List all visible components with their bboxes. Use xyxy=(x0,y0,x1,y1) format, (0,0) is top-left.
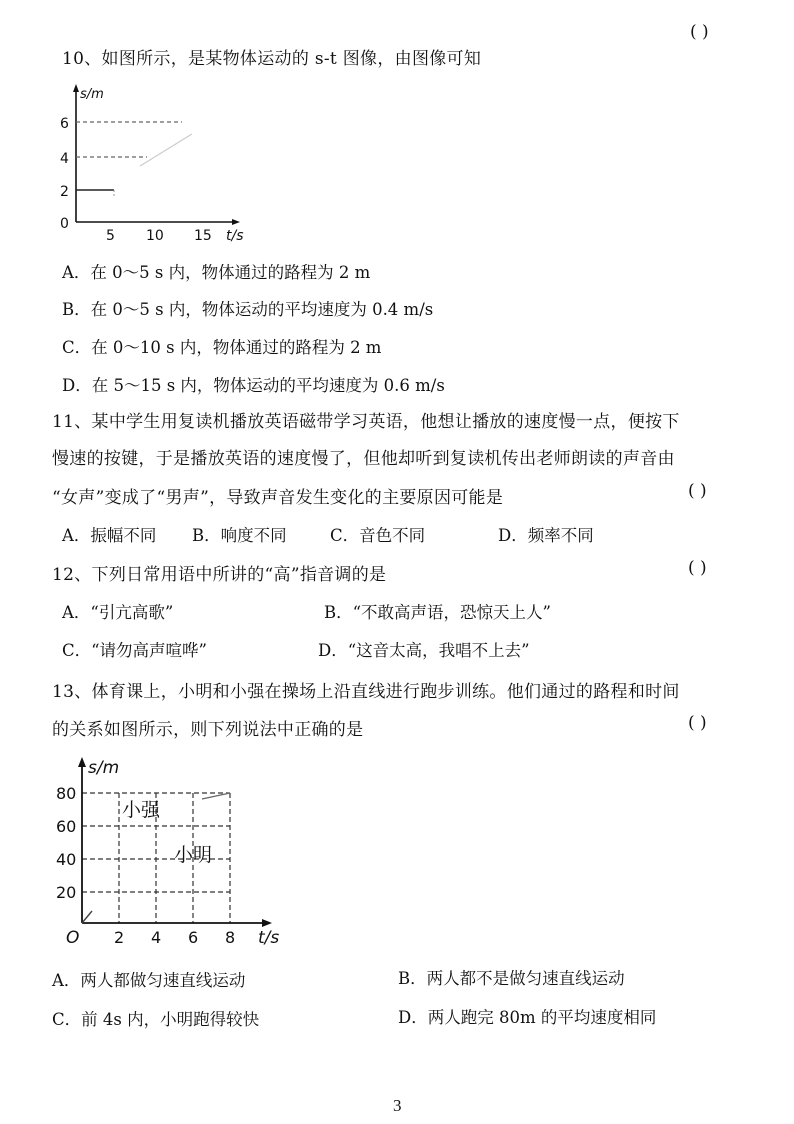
q12-answer-bracket: ( ) xyxy=(688,558,707,578)
q10-stem: 10、如图所示，是某物体运动的 s-t 图像，由图像可知 xyxy=(62,49,482,69)
q10-ytick-2: 2 xyxy=(60,184,69,200)
q13-xtick-8: 8 xyxy=(225,928,236,947)
q10-segment-faint xyxy=(140,134,192,166)
q13-answer-bracket: ( ) xyxy=(688,713,707,733)
q10-option-c: C．在 0～10 s 内，物体通过的路程为 2 m xyxy=(62,338,382,357)
q13-line-end xyxy=(202,793,230,799)
q13-option-c: C．前 4s 内，小明跑得较快 xyxy=(52,1010,260,1029)
q10-ytick-0: 0 xyxy=(60,216,69,232)
q12-option-c: C．“请勿高声喧哗” xyxy=(62,641,207,660)
q10-xtick-10: 10 xyxy=(146,228,164,242)
q11-option-c: C．音色不同 xyxy=(330,526,426,545)
q13-x-arrow xyxy=(262,919,272,927)
q11-option-b: B．响度不同 xyxy=(192,526,287,545)
q13-origin-label: O xyxy=(66,928,80,948)
q13-y-label: s/m xyxy=(88,758,120,778)
q10-xtick-15: 15 xyxy=(194,228,212,242)
page-number: 3 xyxy=(393,1096,402,1115)
q12-option-a: A．“引亢高歌” xyxy=(62,603,174,622)
q13-line2: 的关系如图所示，则下列说法中正确的是 xyxy=(52,720,364,740)
q10-option-b: B．在 0～5 s 内，物体运动的平均速度为 0.4 m/s xyxy=(62,300,434,319)
q12-option-b: B．“不敢高声语，恐惊天上人” xyxy=(324,603,551,622)
q11-option-d: D．频率不同 xyxy=(498,526,594,545)
q10-option-d: D．在 5～15 s 内，物体运动的平均速度为 0.6 m/s xyxy=(62,376,445,395)
q13-xtick-6: 6 xyxy=(188,928,199,947)
q11-option-a: A．振幅不同 xyxy=(62,526,157,545)
q13-option-d: D．两人跑完 80m 的平均速度相同 xyxy=(398,1008,657,1027)
q13-x-label: t/s xyxy=(258,928,280,948)
q10-y-arrow xyxy=(73,84,79,92)
q10-option-a: A．在 0～5 s 内，物体通过的路程为 2 m xyxy=(62,263,371,282)
q10-xtick-5: 5 xyxy=(106,228,115,242)
q10-x-arrow xyxy=(232,219,240,225)
q10-ytick-4: 4 xyxy=(60,151,69,167)
q12-option-d: D．“这音太高，我唱不上去” xyxy=(318,641,530,660)
q13-ytick-80: 80 xyxy=(56,784,77,803)
q13-option-a: A．两人都做匀速直线运动 xyxy=(52,971,246,990)
q13-ytick-60: 60 xyxy=(56,817,77,836)
q12-stem: 12、下列日常用语中所讲的“高”指音调的是 xyxy=(52,565,387,585)
q13-ytick-20: 20 xyxy=(56,883,77,902)
q13-option-b: B．两人都不是做匀速直线运动 xyxy=(398,969,625,988)
q13-xtick-2: 2 xyxy=(114,928,125,947)
q13-line1: 13、体育课上，小明和小强在操场上沿直线进行跑步训练。他们通过的路程和时间 xyxy=(52,682,680,702)
q10-y-label: s/m xyxy=(80,87,104,102)
q13-label-xiaoqiang: 小强 xyxy=(122,799,161,821)
q13-y-arrow xyxy=(78,757,86,767)
q9-answer-bracket: ( ) xyxy=(690,22,709,42)
q10-ytick-6: 6 xyxy=(60,116,69,132)
q13-xtick-4: 4 xyxy=(151,928,162,947)
q11-answer-bracket: ( ) xyxy=(688,481,707,501)
q13-line-start xyxy=(82,911,92,923)
q11-line2: 慢速的按键，于是播放英语的速度慢了，但他却听到复读机传出老师朗读的声音由 xyxy=(52,449,675,469)
q10-x-label: t/s xyxy=(226,228,244,242)
q13-ytick-40: 40 xyxy=(56,850,77,869)
q13-st-graph xyxy=(52,755,292,950)
q11-line1: 11、某中学生用复读机播放英语磁带学习英语，他想让播放的速度慢一点，便按下 xyxy=(52,412,680,432)
q11-line3: “女声”变成了“男声”，导致声音发生变化的主要原因可能是 xyxy=(52,488,504,508)
q13-label-xiaoming: 小明 xyxy=(174,844,213,866)
q10-st-graph xyxy=(52,82,252,242)
